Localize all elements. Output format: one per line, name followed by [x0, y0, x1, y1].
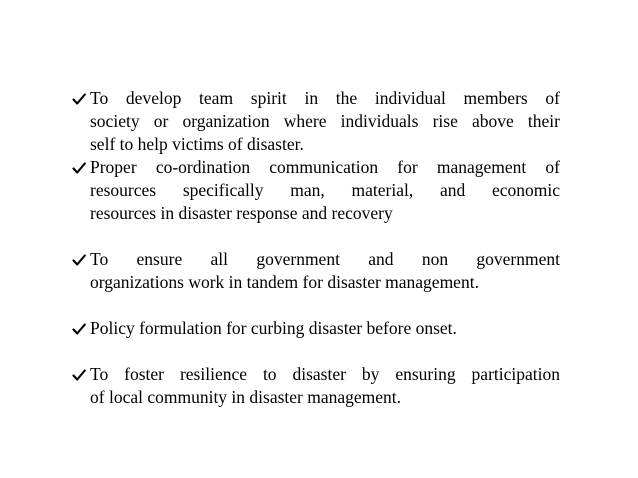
checkmark-icon	[72, 248, 88, 271]
checkmark-icon	[72, 156, 88, 179]
bullet-item-team-spirit	[72, 87, 560, 156]
bullet-line: society or organization where individuals rise above their	[90, 111, 560, 131]
checkmark-icon	[72, 363, 88, 386]
bullet-item-organizations	[72, 248, 560, 294]
bullet-list	[72, 87, 560, 409]
bullet-line: of local community in disaster management.	[90, 387, 402, 407]
bullet-item-policy	[72, 317, 560, 340]
bullet-line: resources specifically man, material, and economic	[90, 180, 560, 200]
bullet-line: self to help victims of disaster.	[90, 134, 304, 154]
bullet-item-coordination	[72, 156, 560, 225]
bullet-line: To foster resilience to disaster by ensuring participation	[90, 364, 560, 384]
bullet-line: resources in disaster response and recovery	[90, 203, 393, 223]
bullet-line: Proper co-ordination communication for management of	[90, 157, 560, 177]
checkmark-icon	[72, 317, 88, 340]
bullet-line: Policy formulation for curbing disaster before onset.	[90, 318, 457, 338]
bullet-item-resilience	[72, 363, 560, 409]
checkmark-icon	[72, 87, 88, 110]
bullet-line: To ensure all government and non government	[90, 249, 560, 269]
bullet-line: organizations work in tandem for disaster management.	[90, 272, 479, 292]
bullet-line: To develop team spirit in the individual members of	[90, 88, 560, 108]
